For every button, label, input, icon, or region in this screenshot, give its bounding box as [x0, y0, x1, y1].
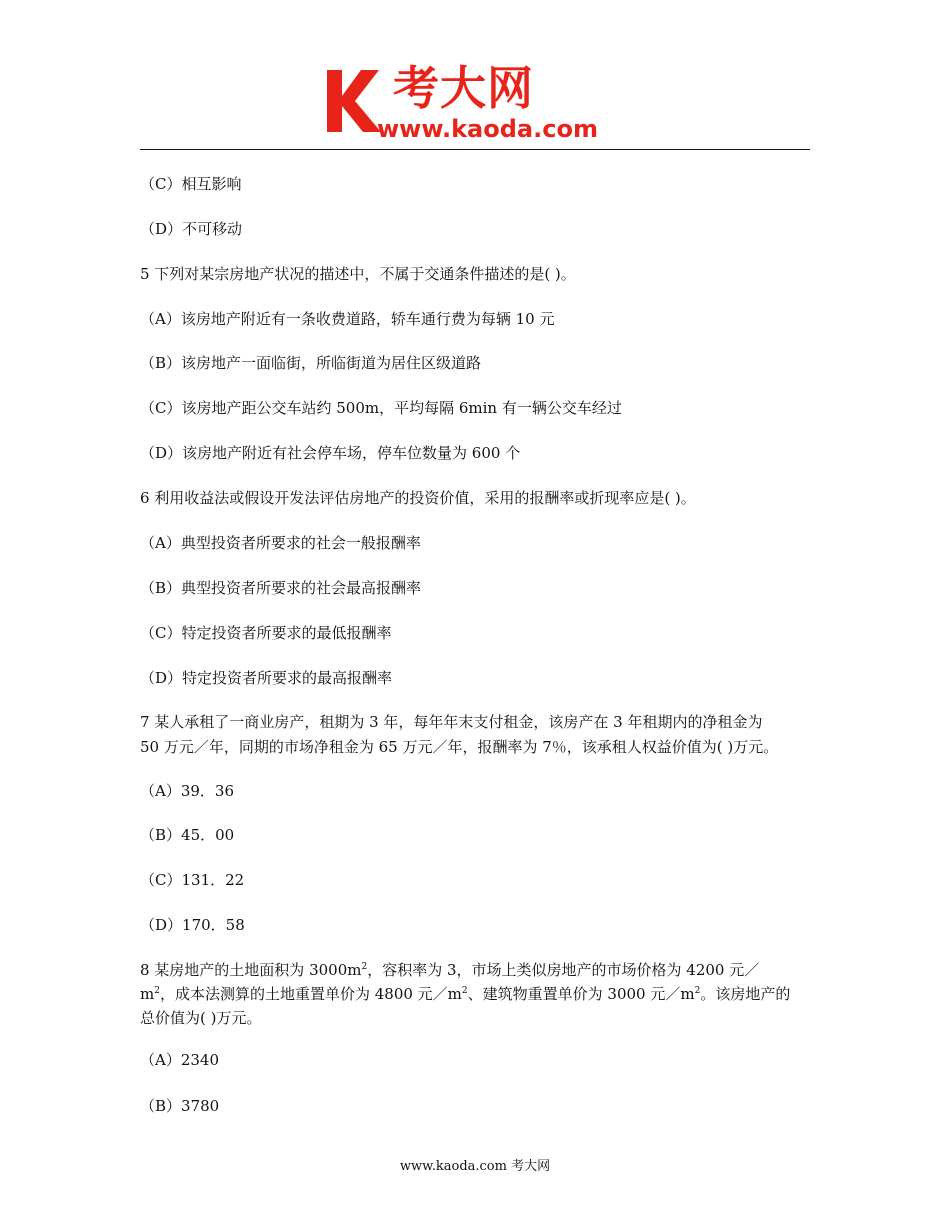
- text-run: 8 某房地产的土地面积为 3000m: [140, 961, 362, 979]
- question-5: 5 下列对某宗房地产状况的描述中，不属于交通条件描述的是( )。: [140, 265, 576, 283]
- superscript: 2: [461, 986, 468, 996]
- header-divider: [140, 149, 810, 150]
- option-line: （A）该房地产附近有一条收费道路，轿车通行费为每辆 10 元: [140, 310, 555, 328]
- option-line: （D）不可移动: [140, 220, 243, 238]
- text-run: 。该房地产的: [700, 985, 791, 1003]
- option-line: （B）典型投资者所要求的社会最高报酬率: [140, 579, 422, 597]
- logo-k-icon: [325, 68, 383, 134]
- option-line: （A）2340: [140, 1051, 220, 1069]
- option-line: （C）该房地产距公交车站约 500m，平均每隔 6min 有一辆公交车经过: [140, 399, 622, 417]
- text-run: m: [140, 985, 155, 1003]
- option-line: （C）相互影响: [140, 175, 242, 193]
- superscript: 2: [154, 986, 160, 996]
- option-line: （B）该房地产一面临街，所临街道为居住区级道路: [140, 354, 482, 372]
- text-run: 、建筑物重置单价为 3000 元／m: [467, 985, 695, 1003]
- question-8-line-3: 总价值为( )万元。: [140, 1009, 262, 1027]
- option-line: （A）39．36: [140, 782, 235, 800]
- option-line: （C）131．22: [140, 871, 245, 889]
- page-footer: www.kaoda.com 考大网: [399, 1159, 551, 1174]
- option-line: （D）170．58: [140, 916, 245, 934]
- logo-brand-text: 考大网: [393, 61, 534, 115]
- option-line: （D）特定投资者所要求的最高报酬率: [140, 669, 393, 687]
- option-line: （D）该房地产附近有社会停车场，停车位数量为 600 个: [140, 444, 521, 462]
- text-run: ，容积率为 3，市场上类似房地产的市场价格为 4200 元／: [367, 961, 760, 979]
- question-7-line-2: 50 万元／年，同期的市场净租金为 65 万元／年，报酬率为 7％，该承租人权益价值为( )万元。: [140, 738, 779, 756]
- kaoda-logo: [325, 60, 635, 144]
- superscript: 2: [694, 986, 701, 996]
- question-7-line-1: 7 某人承租了一商业房产，租期为 3 年，每年年末支付租金，该房产在 3 年租期内的净租金为: [140, 713, 763, 731]
- option-line: （A）典型投资者所要求的社会一般报酬率: [140, 534, 421, 552]
- question-6: 6 利用收益法或假设开发法评估房地产的投资价值，采用的报酬率或折现率应是( )。: [140, 489, 696, 507]
- superscript: 2: [361, 962, 368, 972]
- option-line: （C）特定投资者所要求的最低报酬率: [140, 624, 392, 642]
- option-line: （B）45．00: [140, 826, 235, 844]
- question-8-line-1: [140, 960, 759, 980]
- logo-url-text: www.kaoda.com: [377, 115, 598, 143]
- question-8-line-2: [140, 984, 790, 1004]
- option-line: （B）3780: [140, 1097, 220, 1115]
- text-run: ，成本法测算的土地重置单价为 4800 元／m: [159, 985, 462, 1003]
